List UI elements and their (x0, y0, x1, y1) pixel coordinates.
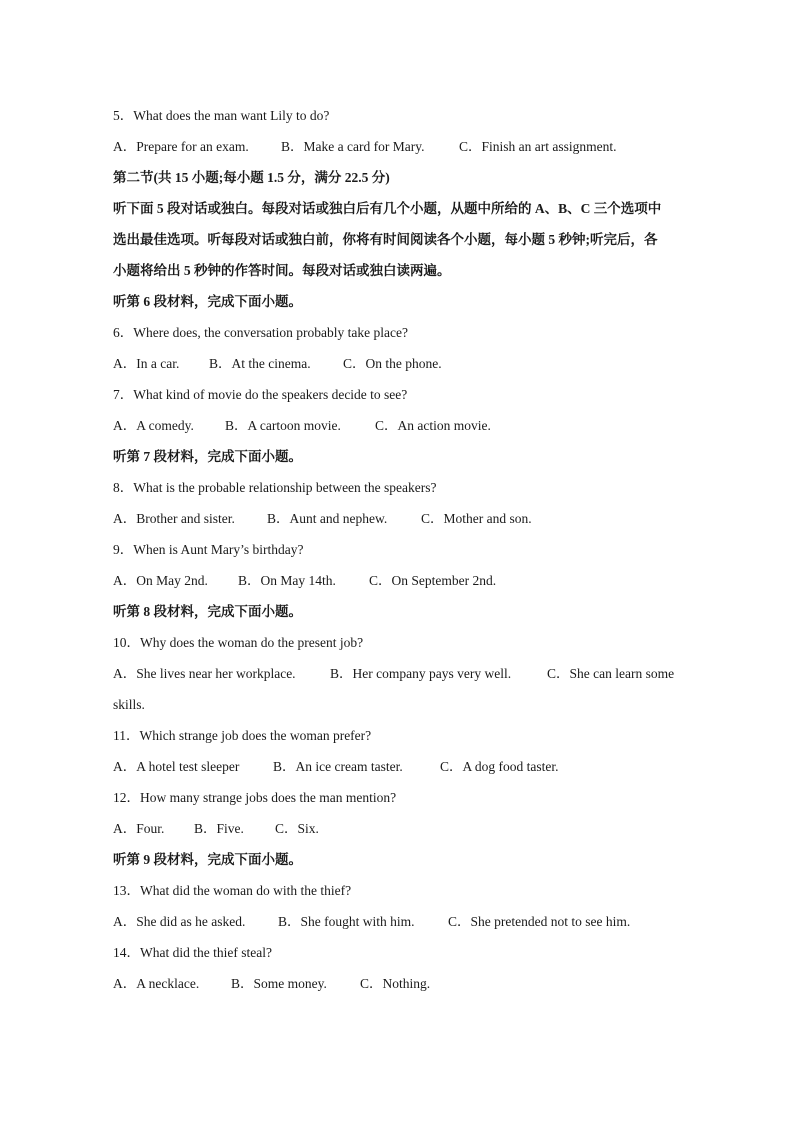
question-7: 7．What kind of movie do the speakers decide to see? (113, 387, 408, 402)
question-14: 14．What did the thief steal? (113, 945, 272, 960)
option-c: C．A dog food taster. (440, 759, 559, 774)
option-a: A．Four. (113, 821, 165, 836)
question-13: 13．What did the woman do with the thief? (113, 883, 352, 898)
material-7-heading: 听第 7 段材料，完成下面小题。 (113, 449, 302, 464)
option-b: B．A cartoon movie. (225, 418, 341, 433)
option-a: A．A necklace. (113, 976, 200, 991)
option-b: B．At the cinema. (209, 356, 311, 371)
option-c: C．She can learn some (547, 666, 675, 681)
question-6-options (113, 348, 683, 379)
option-a: A．Brother and sister. (113, 511, 235, 526)
option-b: B．She fought with him. (278, 914, 415, 929)
option-c: C．Mother and son. (421, 511, 532, 526)
question-8: 8．What is the probable relationship between the speakers? (113, 480, 437, 495)
question-10: 10．Why does the woman do the present job? (113, 635, 364, 650)
option-b: B．Aunt and nephew. (267, 511, 388, 526)
option-b: B．Some money. (231, 976, 327, 991)
question-10-option-c-continued: skills. (113, 697, 145, 712)
question-9-options (113, 565, 683, 596)
exam-page (113, 100, 683, 999)
option-c: C．She pretended not to see him. (448, 914, 631, 929)
question-14-options (113, 968, 683, 999)
option-a: A．In a car. (113, 356, 180, 371)
material-6-heading: 听第 6 段材料，完成下面小题。 (113, 294, 302, 309)
material-9-heading: 听第 9 段材料，完成下面小题。 (113, 852, 302, 867)
question-12-options (113, 813, 683, 844)
question-13-options (113, 906, 683, 937)
question-5-options (113, 131, 683, 162)
option-b: B．Her company pays very well. (330, 666, 512, 681)
option-b: B．Make a card for Mary. (281, 139, 425, 154)
material-8-heading: 听第 8 段材料，完成下面小题。 (113, 604, 302, 619)
section-2-instructions-2: 选出最佳选项。听每段对话或独白前，你将有时间阅读各个小题，每小题 5 秒钟;听完后，各 (113, 232, 658, 247)
option-a: A．Prepare for an exam. (113, 139, 249, 154)
option-c: C．Six. (275, 821, 319, 836)
option-c: C．An action movie. (375, 418, 491, 433)
option-c: C．Finish an art assignment. (459, 139, 617, 154)
option-b: B．An ice cream taster. (273, 759, 403, 774)
option-c: C．On the phone. (343, 356, 442, 371)
option-b: B．Five. (194, 821, 244, 836)
question-10-options (113, 658, 683, 689)
option-a: A．On May 2nd. (113, 573, 208, 588)
question-6: 6．Where does, the conversation probably take place? (113, 325, 409, 340)
question-11-options (113, 751, 683, 782)
option-b: B．On May 14th. (238, 573, 336, 588)
option-a: A．She lives near her workplace. (113, 666, 296, 681)
option-c: C．On September 2nd. (369, 573, 497, 588)
question-11: 11．Which strange job does the woman prefer? (113, 728, 372, 743)
question-9: 9．When is Aunt Mary’s birthday? (113, 542, 304, 557)
question-8-options (113, 503, 683, 534)
option-c: C．Nothing. (360, 976, 431, 991)
section-2-instructions-1: 听下面 5 段对话或独白。每段对话或独白后有几个小题，从题中所给的 A、B、C 三个选项中 (113, 201, 662, 216)
option-a: A．A comedy. (113, 418, 194, 433)
option-a: A．A hotel test sleeper (113, 759, 240, 774)
question-7-options (113, 410, 683, 441)
option-a: A．She did as he asked. (113, 914, 246, 929)
section-2-title: 第二节(共 15 小题;每小题 1.5 分，满分 22.5 分) (113, 170, 390, 185)
question-5: 5．What does the man want Lily to do? (113, 108, 330, 123)
question-12: 12．How many strange jobs does the man mention? (113, 790, 397, 805)
section-2-instructions-3: 小题将给出 5 秒钟的作答时间。每段对话或独白读两遍。 (113, 263, 451, 278)
